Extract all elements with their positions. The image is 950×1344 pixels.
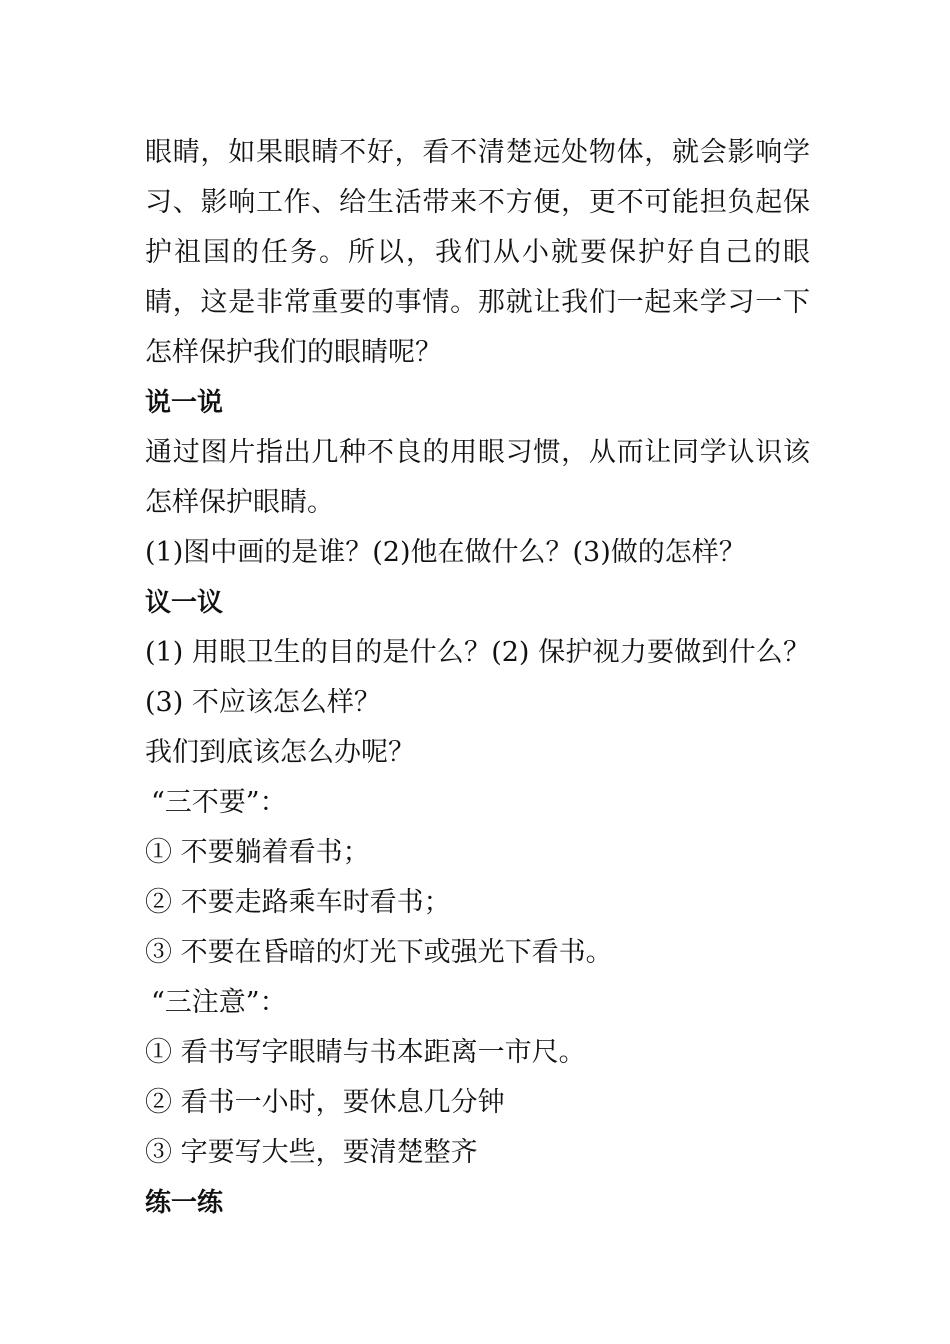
yi-questions: (1) 用眼卫生的目的是什么？(2) 保护视力要做到什么？ (3) 不应该怎么样？ xyxy=(145,637,810,718)
dont-item-2: ② 不要走路乘车时看书； xyxy=(145,887,451,918)
section-heading-shuo: 说一说 xyxy=(145,388,224,418)
shuo-questions: (1)图中画的是谁？(2)他在做什么？(3)做的怎样？ xyxy=(145,537,746,568)
section-heading-yi: 议一议 xyxy=(145,588,224,618)
intro-paragraph: 眼睛，如果眼睛不好，看不清楚远处物体，就会影响学习、影响工作、给生活带来不方便，更不可能担负起保护祖国的任务。所以，我们从小就要保护好自己的眼睛，这是非常重要的事情。那就让我们一起来学习一下怎样保护我们的眼睛呢？ xyxy=(145,137,810,368)
what-to-do-line: 我们到底该怎么办呢？ xyxy=(145,737,415,768)
dont-item-1: ① 不要躺着看书； xyxy=(145,837,370,868)
shuo-description: 通过图片指出几种不良的用眼习惯，从而让同学认识该怎样保护眼睛。 xyxy=(145,437,810,518)
three-donts-title: “三不要”： xyxy=(151,787,287,818)
document-body xyxy=(145,128,810,1228)
dont-item-3: ③ 不要在昏暗的灯光下或强光下看书。 xyxy=(145,937,613,968)
caution-item-2: ② 看书一小时，要休息几分钟 xyxy=(145,1087,505,1118)
three-cautions-title: “三注意”： xyxy=(151,987,287,1018)
caution-item-1: ① 看书写字眼睛与书本距离一市尺。 xyxy=(145,1037,586,1068)
section-heading-lian: 练一练 xyxy=(145,1188,224,1218)
caution-item-3: ③ 字要写大些，要清楚整齐 xyxy=(145,1137,478,1168)
